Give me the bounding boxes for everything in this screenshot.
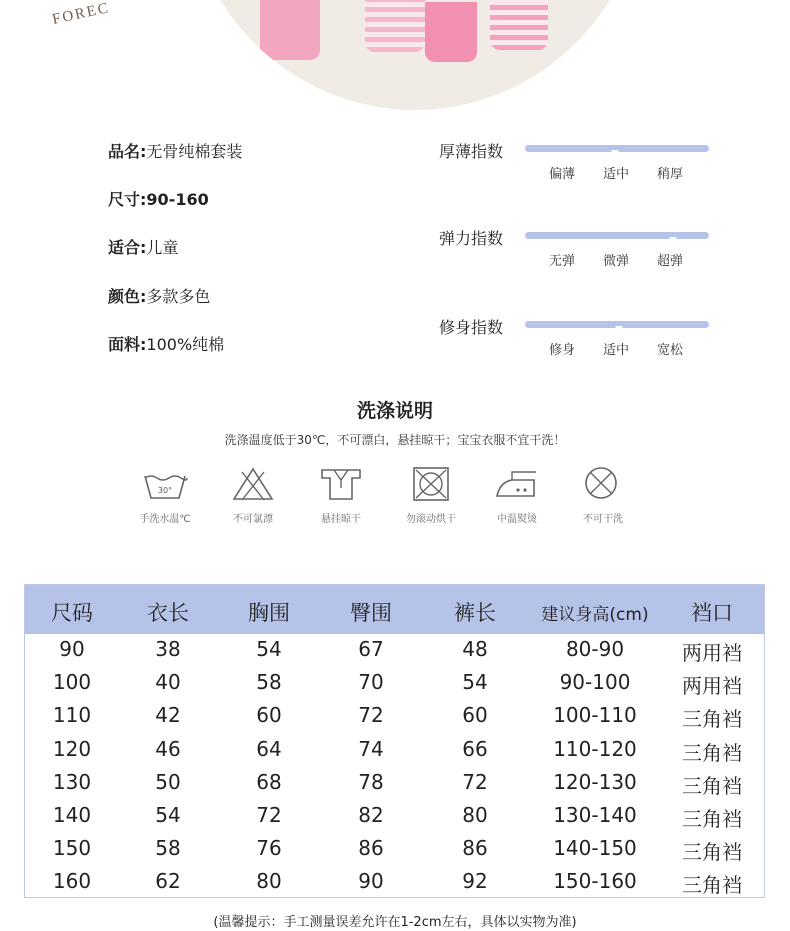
thickness-option: 稍厚 xyxy=(657,167,684,182)
table-cell: 80 xyxy=(462,803,488,827)
table-cell: 82 xyxy=(358,803,384,827)
table-cell: 120 xyxy=(52,736,92,761)
table-cell: 三角裆 xyxy=(682,840,742,865)
bar-marker xyxy=(611,150,619,156)
pant-cuff xyxy=(490,0,548,50)
table-cell: 67 xyxy=(358,637,384,661)
table-cell: 160 xyxy=(52,869,92,894)
table-cell: 100-110 xyxy=(553,703,637,728)
table-cell: 72 xyxy=(256,803,282,827)
spec-fabric: 面料:100%纯棉 xyxy=(108,335,225,354)
measurement-note: (温馨提示：手工测量误差允许在1-2cm左右，具体以实物为准) xyxy=(213,915,577,930)
elasticity-option: 微弹 xyxy=(603,254,630,269)
wash-label: 不可干洗 xyxy=(583,514,623,525)
table-cell: 54 xyxy=(462,670,488,695)
table-cell: 两用裆 xyxy=(682,641,742,665)
table-cell: 三角裆 xyxy=(682,773,742,798)
table-cell: 64 xyxy=(256,736,282,761)
svg-text:30°: 30° xyxy=(157,486,173,495)
table-cell: 78 xyxy=(358,769,384,794)
bar-marker xyxy=(669,237,677,243)
no-bleach-icon xyxy=(230,466,276,502)
thickness-option: 偏薄 xyxy=(549,167,576,182)
table-cell: 46 xyxy=(155,736,181,761)
elasticity-index-title: 弹力指数 xyxy=(439,229,504,248)
table-cell: 76 xyxy=(256,836,282,861)
table-cell: 50 xyxy=(155,769,181,794)
table-cell: 90 xyxy=(358,869,384,894)
header-crotch: 裆口 xyxy=(691,601,733,625)
table-cell: 40 xyxy=(155,670,181,695)
header-pants-length: 裤长 xyxy=(454,601,496,625)
no-tumble-dry-icon xyxy=(408,466,454,502)
product-photo xyxy=(185,0,645,110)
table-cell: 74 xyxy=(358,736,384,761)
thickness-index-title: 厚薄指数 xyxy=(439,142,504,161)
table-cell: 60 xyxy=(462,703,488,728)
fit-option: 宽松 xyxy=(657,343,684,358)
table-cell: 92 xyxy=(462,869,488,894)
header-chest: 胸围 xyxy=(248,601,290,625)
table-cell: 38 xyxy=(155,637,181,661)
table-cell: 100 xyxy=(52,670,92,695)
table-cell: 58 xyxy=(155,836,181,861)
thickness-option: 适中 xyxy=(603,167,630,182)
pant-cuff xyxy=(365,0,425,52)
table-cell: 72 xyxy=(358,703,384,728)
table-cell: 三角裆 xyxy=(682,740,742,765)
washing-subtitle: 洗涤温度低于30℃，不可漂白，悬挂晾干；宝宝衣服不宜干洗！ xyxy=(224,433,566,447)
elasticity-option: 超弹 xyxy=(657,254,684,269)
table-cell: 86 xyxy=(462,836,488,861)
elasticity-option: 无弹 xyxy=(549,254,576,269)
table-cell: 48 xyxy=(462,637,488,661)
table-cell: 58 xyxy=(256,670,282,695)
fit-index-title: 修身指数 xyxy=(439,318,504,337)
wash-label: 悬挂晾干 xyxy=(321,514,361,525)
table-cell: 68 xyxy=(256,769,282,794)
spec-color: 颜色:多款多色 xyxy=(108,287,211,306)
bar-marker xyxy=(615,326,623,332)
washing-title: 洗涤说明 xyxy=(356,400,433,422)
wash-label: 不可氯漂 xyxy=(233,514,273,525)
header-size: 尺码 xyxy=(51,601,93,625)
wash-label: 勿滚动烘干 xyxy=(406,514,456,525)
table-cell: 90 xyxy=(59,637,85,661)
table-cell: 130 xyxy=(52,769,92,794)
table-cell: 130-140 xyxy=(553,803,637,827)
size-table-header xyxy=(25,585,764,634)
table-cell: 150 xyxy=(52,836,92,861)
table-cell: 三角裆 xyxy=(682,807,742,831)
header-hip: 臀围 xyxy=(350,601,392,625)
table-cell: 140-150 xyxy=(553,836,637,861)
table-cell: 54 xyxy=(155,803,181,827)
table-cell: 120-130 xyxy=(553,769,637,794)
pant-cuff xyxy=(425,2,477,62)
hang-dry-icon xyxy=(318,466,364,502)
wash-label: 手洗水温℃ xyxy=(139,514,191,525)
thickness-index-bar xyxy=(525,145,709,152)
table-cell: 三角裆 xyxy=(682,873,742,898)
brand-text: FOREC xyxy=(50,0,112,28)
header-height: 建议身高(cm) xyxy=(541,605,649,625)
size-table xyxy=(24,584,765,898)
table-cell: 110-120 xyxy=(553,736,637,761)
table-cell: 两用裆 xyxy=(682,674,742,699)
header-length: 衣长 xyxy=(147,601,189,625)
table-cell: 80-90 xyxy=(565,637,625,661)
spec-name: 品名:无骨纯棉套装 xyxy=(108,142,243,161)
table-cell: 三角裆 xyxy=(682,707,742,732)
hand-wash-icon xyxy=(142,466,188,502)
table-cell: 150-160 xyxy=(553,869,637,894)
elasticity-index-bar xyxy=(525,232,709,239)
table-cell: 72 xyxy=(462,769,488,794)
table-cell: 42 xyxy=(155,703,181,728)
fit-option: 适中 xyxy=(603,343,630,358)
table-cell: 90-100 xyxy=(559,670,631,695)
table-cell: 66 xyxy=(462,736,488,761)
table-cell: 62 xyxy=(155,869,181,894)
no-dry-clean-icon xyxy=(578,466,624,502)
table-cell: 110 xyxy=(52,703,92,728)
table-cell: 70 xyxy=(358,670,384,695)
fit-index-bar xyxy=(525,321,709,328)
fit-option: 修身 xyxy=(549,343,576,358)
wash-label: 中温熨烫 xyxy=(497,514,537,525)
spec-size: 尺寸:90-160 xyxy=(108,190,209,209)
iron-medium-icon xyxy=(494,466,540,502)
table-cell: 54 xyxy=(256,637,282,661)
table-cell: 60 xyxy=(256,703,282,728)
table-cell: 80 xyxy=(256,869,282,894)
table-cell: 86 xyxy=(358,836,384,861)
pant-cuff xyxy=(260,0,320,60)
table-cell: 140 xyxy=(52,803,92,827)
spec-suitable: 适合:儿童 xyxy=(108,238,179,257)
